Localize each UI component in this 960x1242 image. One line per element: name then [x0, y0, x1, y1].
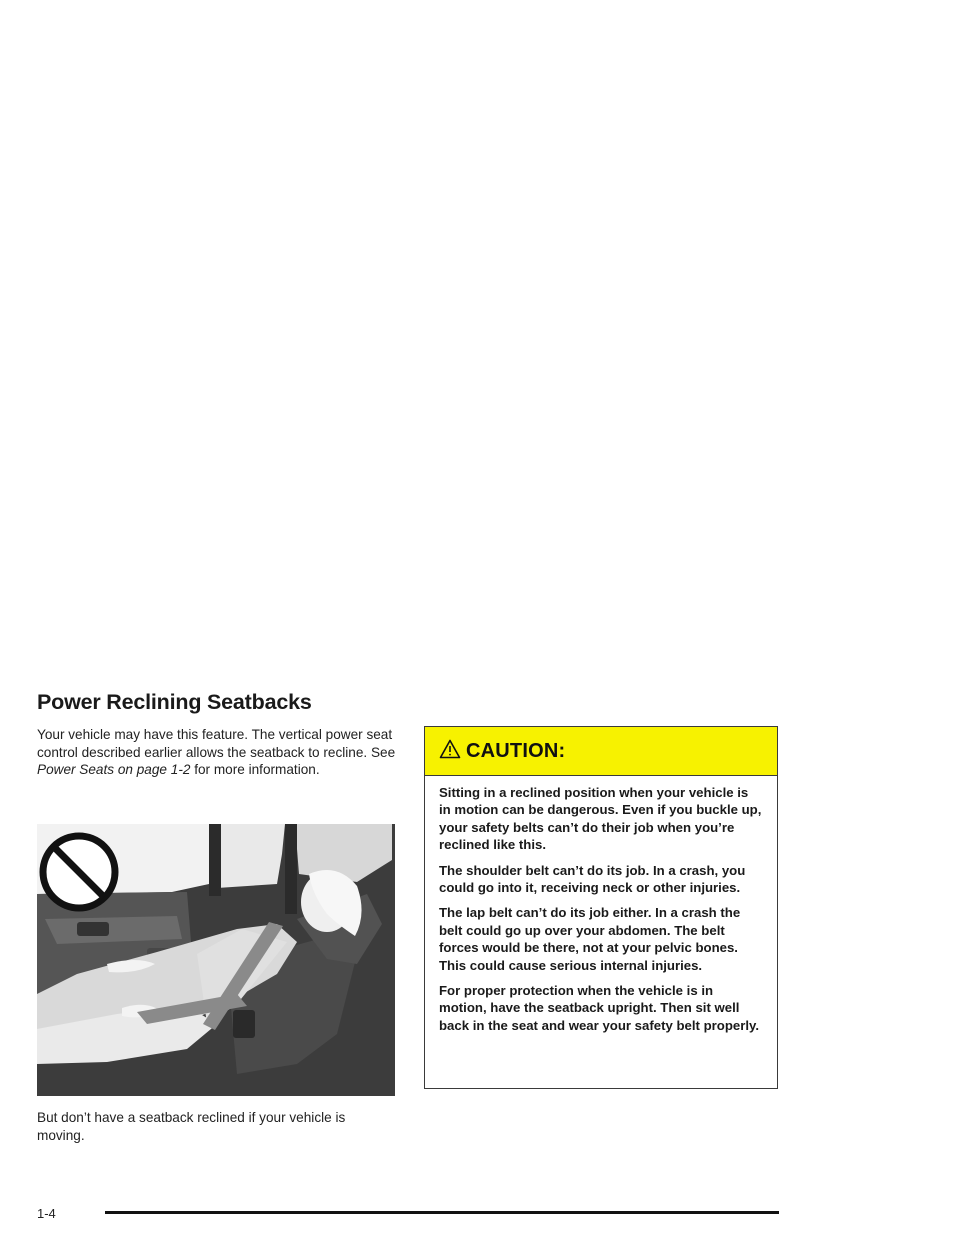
caution-paragraph: Sitting in a reclined position when your vehicle is in motion can be dangerous. Even if you buckle up, your safety belts can’t do their job when you’re reclined like this.	[439, 785, 762, 853]
after-illustration-text: But don’t have a seatback reclined if your vehicle is moving.	[37, 1110, 346, 1143]
caution-paragraph: For proper protection when the vehicle is in motion, have the seatback upright. Then sit well back in the seat and wear your safety belt properly.	[439, 983, 760, 1033]
intro-paragraph	[37, 726, 397, 779]
intro-text: Your vehicle may have this feature. The vertical power seat control described earlier allows the seatback to recline. See	[37, 727, 396, 760]
page-number: 1-4	[37, 1206, 56, 1221]
caution-label: CAUTION:	[466, 739, 566, 762]
footer-rule	[105, 1211, 779, 1214]
section-title: Power Reclining Seatbacks	[37, 690, 312, 714]
caution-body	[425, 776, 777, 1034]
caution-header	[425, 727, 777, 776]
intro-text-end: for more information.	[194, 762, 320, 777]
reclined-passenger-illustration	[37, 824, 395, 1096]
power-seats-link[interactable]: Power Seats on page 1-2	[37, 762, 191, 777]
left-column	[37, 688, 397, 779]
warning-triangle-icon	[439, 739, 461, 759]
caution-box	[424, 726, 778, 1089]
caution-paragraph: The shoulder belt can’t do its job. In a crash, you could go into it, receiving neck or other injuries.	[439, 862, 746, 896]
caution-paragraph: The lap belt can’t do its job either. In a crash the belt could go up over your abdomen. The belt forces would be there, not at your pelvic bones. This could cause serious internal injuries.	[439, 905, 741, 973]
